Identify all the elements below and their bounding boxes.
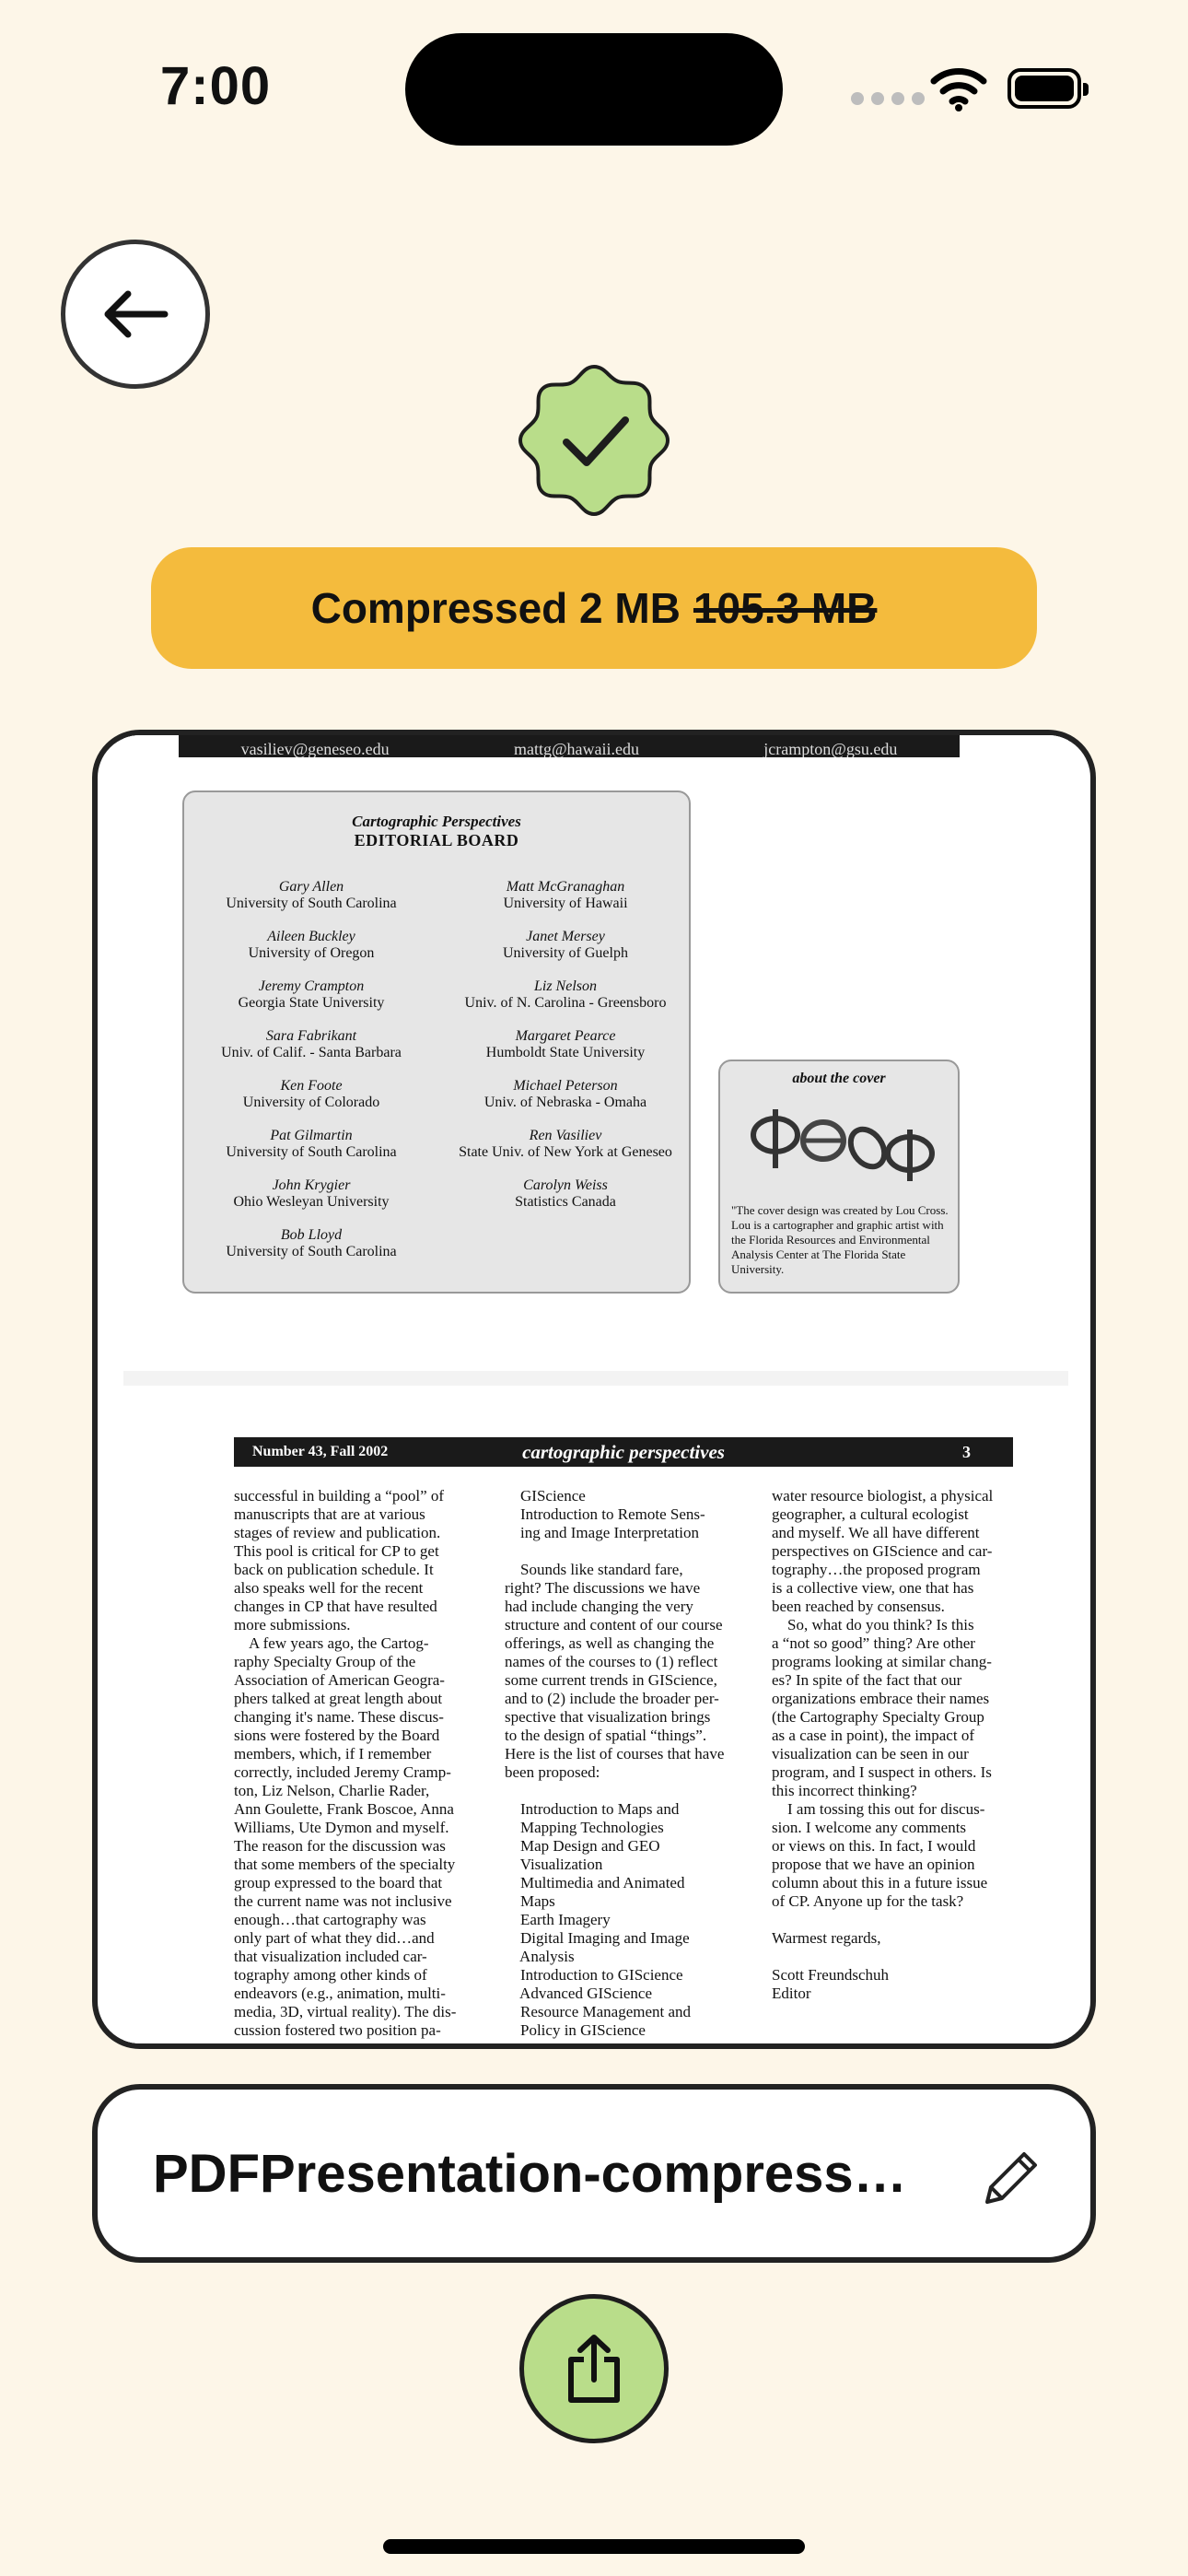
filename-label: PDFPresentation-compress… — [153, 2144, 907, 2204]
board-title: Cartographic Perspectives — [352, 813, 521, 830]
about-cover-box — [718, 1060, 960, 1294]
board-member: Liz Nelson Univ. of N. Carolina - Greensboro — [464, 978, 667, 1011]
board-member: Gary Allen University of South Carolina — [226, 879, 397, 911]
cover-title: about the cover — [792, 1071, 886, 1086]
board-member: Aileen Buckley University of Oregon — [248, 929, 375, 961]
board-member: Sara Fabrikant Univ. of Calif. - Santa Barbara — [221, 1028, 402, 1060]
cellular-signal-icon — [851, 92, 925, 105]
board-member: John Krygier Ohio Wesleyan University — [233, 1177, 390, 1210]
board-member: Pat Gilmartin University of South Carolina — [226, 1128, 397, 1160]
text-column-2: GIScience Introduction to Remote Sens- ing and Image Interpretation Sounds like standard fare, right? The discussions we have had include changing the very structure and content of our course offerings, as well as changing the names of the courses to (1) reflect some current trends in GIScience, and to (2) include the broader per- spective that visualization brings to the design of spatial “things”. Here is the list of courses that have been proposed: Introduction to Maps and Mapping Technologies Map Design and GEO Visualization Multimedia and Animated Maps Earth Imagery Digital Imaging and Image Analysis Introduction to GIScience Advanced GIScience Resource Management and Policy in GIScience — [505, 1487, 725, 2039]
journal-header-bar — [234, 1437, 1013, 1467]
cover-art-image — [739, 1100, 943, 1183]
board-member: Michael Peterson Univ. of Nebraska - Omaha — [483, 1078, 647, 1110]
battery-icon — [1007, 68, 1081, 109]
pencil-icon[interactable] — [976, 2143, 1046, 2213]
wifi-icon — [930, 64, 987, 112]
status-time: 7:00 — [160, 56, 272, 116]
board-right-column — [438, 879, 693, 1227]
compression-summary — [151, 547, 1037, 669]
issue-label: Number 43, Fall 2002 — [252, 1444, 389, 1459]
board-subtitle: EDITORIAL BOARD — [354, 831, 519, 849]
share-button[interactable] — [519, 2294, 669, 2443]
cover-description: "The cover design was created by Lou Cross. Lou is a cartographer and graphic artist with the Florida Resources and Environmental Analysis Center at The Florida State University. — [731, 1203, 949, 1276]
filename-field[interactable] — [92, 2084, 1096, 2263]
board-member: Ren Vasiliev State Univ. of New York at Geneseo — [459, 1128, 672, 1160]
preview-page-2 — [123, 735, 1068, 1371]
text-column-3: water resource biologist, a physical geographer, a cultural ecologist and myself. We all have different perspectives on GIScience and car- tography…the proposed program is a collective view, one that has been reached by consensus. So, what do you think? Is this a “not so good” thing? Are other programs looking at similar chang- es? In spite of the fact that our organizations embrace their names (the Cartography Specialty Group as a case in point), the impact of visualization can be seen in our program, and I suspect in others. Is this incorrect thinking? I am tossing this out for discus- sion. I welcome any comments or views on this. In fact, I would propose that we have an opinion column about this in a future issue of CP. Anyone up for the task? Warmest regards, Scott Freundschuh Editor — [772, 1487, 994, 2002]
board-member: Matt McGranaghan University of Hawaii — [503, 879, 628, 911]
board-member: Margaret Pearce Humboldt State University — [485, 1028, 646, 1060]
email-strip: vasiliev@geneseo.edu mattg@hawaii.edu jcrampton@gsu.edu — [179, 735, 960, 757]
compressed-size-label: Compressed 2 MB — [310, 584, 681, 632]
board-member: Ken Foote University of Colorado — [242, 1078, 380, 1110]
editorial-board-box — [182, 790, 691, 1294]
page-number: 3 — [962, 1443, 971, 1461]
arrow-left-icon — [100, 290, 170, 338]
board-member: Janet Mersey University of Guelph — [503, 929, 628, 961]
board-member: Carolyn Weiss Statistics Canada — [515, 1177, 616, 1210]
pdf-preview[interactable] — [92, 730, 1096, 2049]
journal-title: cartographic perspectives — [522, 1441, 725, 1463]
original-size-label: 105.3 MB — [693, 584, 878, 632]
preview-scroll-area[interactable] — [123, 735, 1068, 2049]
text-column-1: successful in building a “pool” of manuscripts that are at various stages of review and publication. This pool is critical for CP to get back on publication schedule. It also speaks well for the recent changes in CP that have resulted more submissions. A few years ago, the Cartog- raphy Specialty Group of the Association of American Geogra- phers talked at great length about changing it's name. These discus- sions were fostered by the Board members, which, if I remember correctly, included Jeremy Cramp- ton, Liz Nelson, Charlie Rader, Ann Goulette, Frank Boscoe, Anna Williams, Ute Dymon and myself. The reason for the discussion was that some members of the specialty group expressed to the board that the current name was not inclusive enough…that cartography was only part of what they did…and that visualization included car- tography among other kinds of endeavors (e.g., animation, multi- media, 3D, virtual reality). The dis- cussion fostered two position pa- — [234, 1487, 457, 2039]
home-indicator[interactable] — [383, 2539, 805, 2554]
preview-page-3 — [123, 1386, 1068, 2049]
board-member: Bob Lloyd University of South Carolina — [226, 1227, 397, 1259]
board-left-column — [184, 879, 438, 1277]
board-member: Jeremy Crampton Georgia State University — [238, 978, 385, 1011]
check-badge-icon — [513, 359, 675, 521]
back-button[interactable] — [61, 240, 210, 389]
share-icon — [562, 2332, 626, 2406]
dynamic-island — [405, 33, 783, 146]
